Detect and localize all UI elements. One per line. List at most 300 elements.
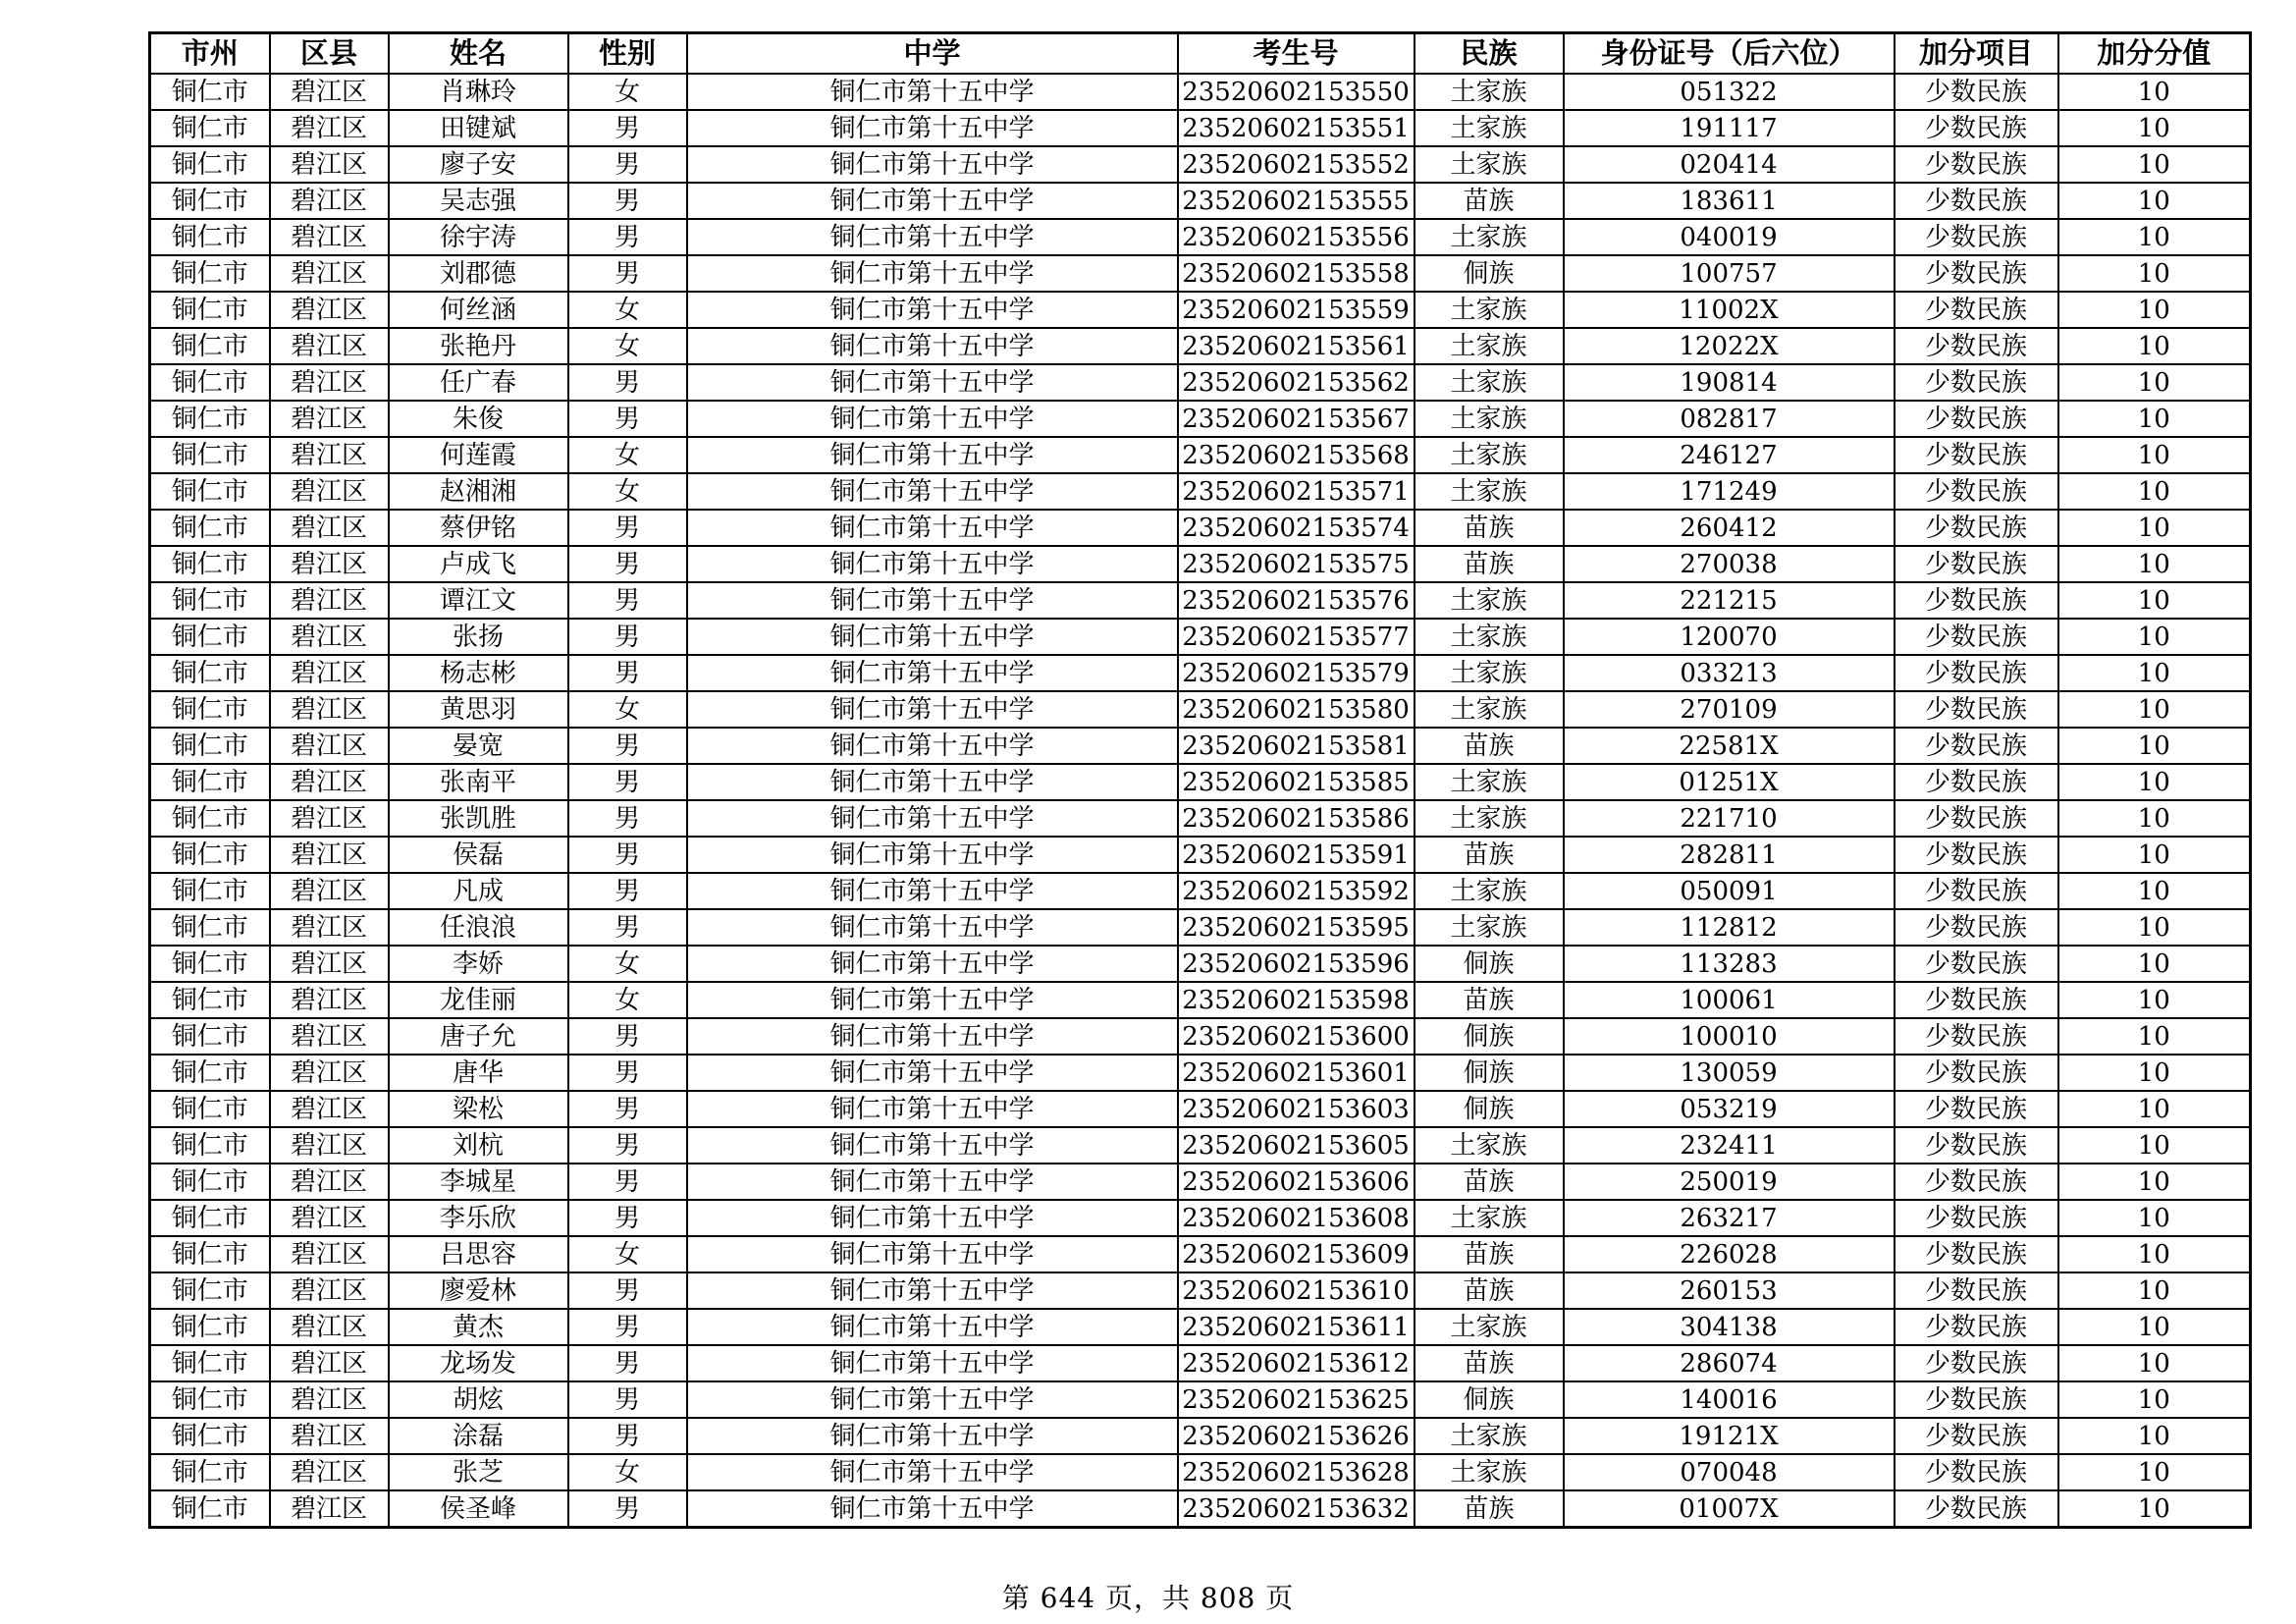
table-row	[150, 909, 2251, 946]
name-cell: 龙佳丽	[389, 982, 568, 1018]
exam-number-cell: 23520602153628	[1178, 1454, 1415, 1490]
exam-number-cell: 23520602153561	[1178, 328, 1415, 364]
table-row	[150, 1164, 2251, 1200]
bonus-value-cell: 10	[2058, 1272, 2251, 1309]
name-cell: 任浪浪	[389, 909, 568, 946]
ethnicity-cell: 土家族	[1415, 873, 1564, 909]
exam-number-cell: 23520602153595	[1178, 909, 1415, 946]
ethnicity-cell: 土家族	[1415, 1418, 1564, 1454]
school-cell: 铜仁市第十五中学	[687, 255, 1178, 292]
district-cell: 碧江区	[270, 183, 389, 219]
name-cell: 唐华	[389, 1055, 568, 1091]
gender-cell: 男	[568, 1345, 687, 1381]
table-row	[150, 255, 2251, 292]
name-cell: 黄思羽	[389, 691, 568, 728]
bonus-value-cell: 10	[2058, 1490, 2251, 1528]
bonus-value-cell: 10	[2058, 1018, 2251, 1055]
id-last-six-cell: 282811	[1564, 837, 1895, 873]
gender-cell: 男	[568, 1418, 687, 1454]
city-cell: 铜仁市	[150, 1490, 270, 1528]
bonus-value-cell: 10	[2058, 1418, 2251, 1454]
exam-number-cell: 23520602153552	[1178, 146, 1415, 183]
district-cell: 碧江区	[270, 401, 389, 437]
exam-number-cell: 23520602153581	[1178, 728, 1415, 764]
city-cell: 铜仁市	[150, 401, 270, 437]
name-cell: 李城星	[389, 1164, 568, 1200]
ethnicity-cell: 土家族	[1415, 909, 1564, 946]
city-cell: 铜仁市	[150, 110, 270, 146]
exam-number-cell: 23520602153608	[1178, 1200, 1415, 1236]
ethnicity-cell: 苗族	[1415, 728, 1564, 764]
bonus-value-cell: 10	[2058, 219, 2251, 255]
bonus-value-cell: 10	[2058, 401, 2251, 437]
exam-number-cell: 23520602153609	[1178, 1236, 1415, 1272]
school-cell: 铜仁市第十五中学	[687, 655, 1178, 691]
id-last-six-cell: 246127	[1564, 437, 1895, 473]
bonus-value-cell: 10	[2058, 183, 2251, 219]
id-last-six-cell: 22581X	[1564, 728, 1895, 764]
district-cell: 碧江区	[270, 546, 389, 582]
table-row	[150, 764, 2251, 800]
id-last-six-cell: 270109	[1564, 691, 1895, 728]
table-row	[150, 219, 2251, 255]
gender-cell: 男	[568, 146, 687, 183]
ethnicity-cell: 土家族	[1415, 619, 1564, 655]
name-cell: 唐子允	[389, 1018, 568, 1055]
gender-cell: 男	[568, 546, 687, 582]
bonus-points-table	[148, 31, 2252, 1529]
table-row	[150, 691, 2251, 728]
ethnicity-cell: 侗族	[1415, 255, 1564, 292]
ethnicity-cell: 土家族	[1415, 800, 1564, 837]
gender-cell: 男	[568, 401, 687, 437]
ethnicity-cell: 苗族	[1415, 183, 1564, 219]
table-row	[150, 1091, 2251, 1127]
gender-cell: 男	[568, 1490, 687, 1528]
exam-number-cell: 23520602153610	[1178, 1272, 1415, 1309]
bonus-value-cell: 10	[2058, 364, 2251, 401]
district-cell: 碧江区	[270, 873, 389, 909]
id-last-six-cell: 040019	[1564, 219, 1895, 255]
id-last-six-cell: 01251X	[1564, 764, 1895, 800]
district-cell: 碧江区	[270, 473, 389, 510]
name-cell: 晏宽	[389, 728, 568, 764]
city-cell: 铜仁市	[150, 183, 270, 219]
table-row	[150, 1055, 2251, 1091]
ethnicity-cell: 土家族	[1415, 219, 1564, 255]
id-last-six-cell: 260153	[1564, 1272, 1895, 1309]
name-cell: 李娇	[389, 946, 568, 982]
bonus-item-cell: 少数民族	[1895, 1091, 2058, 1127]
id-last-six-cell: 050091	[1564, 873, 1895, 909]
bonus-value-cell: 10	[2058, 437, 2251, 473]
school-cell: 铜仁市第十五中学	[687, 1200, 1178, 1236]
bonus-item-cell: 少数民族	[1895, 691, 2058, 728]
bonus-item-cell: 少数民族	[1895, 800, 2058, 837]
city-cell: 铜仁市	[150, 764, 270, 800]
bonus-item-cell: 少数民族	[1895, 1272, 2058, 1309]
name-cell: 卢成飞	[389, 546, 568, 582]
bonus-value-cell: 10	[2058, 619, 2251, 655]
id-last-six-cell: 020414	[1564, 146, 1895, 183]
exam-number-cell: 23520602153555	[1178, 183, 1415, 219]
name-cell: 何丝涵	[389, 292, 568, 328]
table-row	[150, 873, 2251, 909]
table-row	[150, 837, 2251, 873]
id-last-six-cell: 070048	[1564, 1454, 1895, 1490]
school-cell: 铜仁市第十五中学	[687, 1091, 1178, 1127]
name-cell: 何莲霞	[389, 437, 568, 473]
bonus-value-cell: 10	[2058, 982, 2251, 1018]
bonus-value-cell: 10	[2058, 473, 2251, 510]
school-cell: 铜仁市第十五中学	[687, 110, 1178, 146]
column-header-bonus-item: 加分项目	[1895, 33, 2058, 75]
ethnicity-cell: 土家族	[1415, 74, 1564, 110]
name-cell: 侯圣峰	[389, 1490, 568, 1528]
table-row	[150, 728, 2251, 764]
bonus-value-cell: 10	[2058, 255, 2251, 292]
page-number: 第 644 页，共 808 页	[1001, 1582, 1295, 1614]
gender-cell: 女	[568, 691, 687, 728]
exam-number-cell: 23520602153591	[1178, 837, 1415, 873]
district-cell: 碧江区	[270, 1381, 389, 1418]
district-cell: 碧江区	[270, 74, 389, 110]
gender-cell: 男	[568, 364, 687, 401]
name-cell: 朱俊	[389, 401, 568, 437]
name-cell: 廖爱林	[389, 1272, 568, 1309]
city-cell: 铜仁市	[150, 1091, 270, 1127]
school-cell: 铜仁市第十五中学	[687, 1127, 1178, 1164]
bonus-item-cell: 少数民族	[1895, 219, 2058, 255]
district-cell: 碧江区	[270, 364, 389, 401]
ethnicity-cell: 苗族	[1415, 546, 1564, 582]
id-last-six-cell: 01007X	[1564, 1490, 1895, 1528]
school-cell: 铜仁市第十五中学	[687, 183, 1178, 219]
bonus-value-cell: 10	[2058, 1345, 2251, 1381]
district-cell: 碧江区	[270, 1091, 389, 1127]
column-header-exam-number: 考生号	[1178, 33, 1415, 75]
exam-number-cell: 23520602153567	[1178, 401, 1415, 437]
city-cell: 铜仁市	[150, 982, 270, 1018]
bonus-item-cell: 少数民族	[1895, 582, 2058, 619]
district-cell: 碧江区	[270, 982, 389, 1018]
id-last-six-cell: 183611	[1564, 183, 1895, 219]
ethnicity-cell: 土家族	[1415, 582, 1564, 619]
bonus-item-cell: 少数民族	[1895, 1127, 2058, 1164]
city-cell: 铜仁市	[150, 691, 270, 728]
bonus-value-cell: 10	[2058, 800, 2251, 837]
ethnicity-cell: 侗族	[1415, 1381, 1564, 1418]
name-cell: 蔡伊铭	[389, 510, 568, 546]
bonus-value-cell: 10	[2058, 110, 2251, 146]
gender-cell: 男	[568, 1200, 687, 1236]
school-cell: 铜仁市第十五中学	[687, 728, 1178, 764]
table-row	[150, 582, 2251, 619]
ethnicity-cell: 土家族	[1415, 1127, 1564, 1164]
ethnicity-cell: 苗族	[1415, 1345, 1564, 1381]
exam-number-cell: 23520602153603	[1178, 1091, 1415, 1127]
bonus-value-cell: 10	[2058, 1055, 2251, 1091]
school-cell: 铜仁市第十五中学	[687, 1055, 1178, 1091]
bonus-value-cell: 10	[2058, 1091, 2251, 1127]
ethnicity-cell: 土家族	[1415, 473, 1564, 510]
school-cell: 铜仁市第十五中学	[687, 1309, 1178, 1345]
table-row	[150, 1127, 2251, 1164]
name-cell: 李乐欣	[389, 1200, 568, 1236]
id-last-six-cell: 113283	[1564, 946, 1895, 982]
district-cell: 碧江区	[270, 110, 389, 146]
district-cell: 碧江区	[270, 437, 389, 473]
district-cell: 碧江区	[270, 1418, 389, 1454]
name-cell: 徐宇涛	[389, 219, 568, 255]
bonus-item-cell: 少数民族	[1895, 74, 2058, 110]
bonus-item-cell: 少数民族	[1895, 437, 2058, 473]
gender-cell: 女	[568, 74, 687, 110]
name-cell: 凡成	[389, 873, 568, 909]
gender-cell: 男	[568, 619, 687, 655]
column-header-bonus-value: 加分分值	[2058, 33, 2251, 75]
id-last-six-cell: 263217	[1564, 1200, 1895, 1236]
table-row	[150, 1018, 2251, 1055]
school-cell: 铜仁市第十五中学	[687, 946, 1178, 982]
table-row	[150, 183, 2251, 219]
district-cell: 碧江区	[270, 1272, 389, 1309]
bonus-value-cell: 10	[2058, 1200, 2251, 1236]
city-cell: 铜仁市	[150, 1164, 270, 1200]
table-row	[150, 473, 2251, 510]
exam-number-cell: 23520602153585	[1178, 764, 1415, 800]
district-cell: 碧江区	[270, 837, 389, 873]
bonus-item-cell: 少数民族	[1895, 328, 2058, 364]
school-cell: 铜仁市第十五中学	[687, 74, 1178, 110]
gender-cell: 男	[568, 510, 687, 546]
table-row	[150, 1272, 2251, 1309]
gender-cell: 男	[568, 909, 687, 946]
city-cell: 铜仁市	[150, 909, 270, 946]
gender-cell: 男	[568, 1091, 687, 1127]
bonus-item-cell: 少数民族	[1895, 1018, 2058, 1055]
school-cell: 铜仁市第十五中学	[687, 837, 1178, 873]
table-header-row	[150, 33, 2251, 75]
name-cell: 梁松	[389, 1091, 568, 1127]
city-cell: 铜仁市	[150, 510, 270, 546]
bonus-item-cell: 少数民族	[1895, 619, 2058, 655]
bonus-item-cell: 少数民族	[1895, 728, 2058, 764]
name-cell: 吕思容	[389, 1236, 568, 1272]
school-cell: 铜仁市第十五中学	[687, 401, 1178, 437]
name-cell: 黄杰	[389, 1309, 568, 1345]
exam-number-cell: 23520602153568	[1178, 437, 1415, 473]
bonus-value-cell: 10	[2058, 1309, 2251, 1345]
bonus-value-cell: 10	[2058, 1127, 2251, 1164]
ethnicity-cell: 苗族	[1415, 1236, 1564, 1272]
id-last-six-cell: 053219	[1564, 1091, 1895, 1127]
name-cell: 田键斌	[389, 110, 568, 146]
district-cell: 碧江区	[270, 1454, 389, 1490]
bonus-item-cell: 少数民族	[1895, 655, 2058, 691]
bonus-value-cell: 10	[2058, 292, 2251, 328]
school-cell: 铜仁市第十五中学	[687, 364, 1178, 401]
ethnicity-cell: 苗族	[1415, 1164, 1564, 1200]
city-cell: 铜仁市	[150, 1018, 270, 1055]
district-cell: 碧江区	[270, 255, 389, 292]
district-cell: 碧江区	[270, 1055, 389, 1091]
city-cell: 铜仁市	[150, 546, 270, 582]
bonus-item-cell: 少数民族	[1895, 292, 2058, 328]
city-cell: 铜仁市	[150, 364, 270, 401]
table-row	[150, 510, 2251, 546]
bonus-value-cell: 10	[2058, 328, 2251, 364]
district-cell: 碧江区	[270, 328, 389, 364]
id-last-six-cell: 226028	[1564, 1236, 1895, 1272]
table-row	[150, 946, 2251, 982]
exam-number-cell: 23520602153558	[1178, 255, 1415, 292]
bonus-value-cell: 10	[2058, 1381, 2251, 1418]
exam-number-cell: 23520602153577	[1178, 619, 1415, 655]
bonus-item-cell: 少数民族	[1895, 1236, 2058, 1272]
gender-cell: 男	[568, 1272, 687, 1309]
exam-number-cell: 23520602153575	[1178, 546, 1415, 582]
bonus-value-cell: 10	[2058, 728, 2251, 764]
city-cell: 铜仁市	[150, 1200, 270, 1236]
name-cell: 杨志彬	[389, 655, 568, 691]
bonus-value-cell: 10	[2058, 764, 2251, 800]
ethnicity-cell: 侗族	[1415, 1018, 1564, 1055]
city-cell: 铜仁市	[150, 1236, 270, 1272]
gender-cell: 男	[568, 219, 687, 255]
bonus-value-cell: 10	[2058, 1454, 2251, 1490]
district-cell: 碧江区	[270, 1236, 389, 1272]
city-cell: 铜仁市	[150, 1272, 270, 1309]
column-header-city: 市州	[150, 33, 270, 75]
city-cell: 铜仁市	[150, 437, 270, 473]
district-cell: 碧江区	[270, 655, 389, 691]
gender-cell: 男	[568, 800, 687, 837]
gender-cell: 男	[568, 1164, 687, 1200]
city-cell: 铜仁市	[150, 473, 270, 510]
table-row	[150, 74, 2251, 110]
exam-number-cell: 23520602153611	[1178, 1309, 1415, 1345]
id-last-six-cell: 12022X	[1564, 328, 1895, 364]
city-cell: 铜仁市	[150, 1309, 270, 1345]
exam-number-cell: 23520602153580	[1178, 691, 1415, 728]
district-cell: 碧江区	[270, 691, 389, 728]
table-row	[150, 800, 2251, 837]
exam-number-cell: 23520602153574	[1178, 510, 1415, 546]
city-cell: 铜仁市	[150, 619, 270, 655]
ethnicity-cell: 土家族	[1415, 401, 1564, 437]
bonus-item-cell: 少数民族	[1895, 146, 2058, 183]
ethnicity-cell: 苗族	[1415, 1272, 1564, 1309]
school-cell: 铜仁市第十五中学	[687, 691, 1178, 728]
school-cell: 铜仁市第十五中学	[687, 1272, 1178, 1309]
school-cell: 铜仁市第十五中学	[687, 873, 1178, 909]
table-row	[150, 1454, 2251, 1490]
table-row	[150, 364, 2251, 401]
bonus-item-cell: 少数民族	[1895, 401, 2058, 437]
exam-number-cell: 23520602153601	[1178, 1055, 1415, 1091]
ethnicity-cell: 土家族	[1415, 364, 1564, 401]
gender-cell: 男	[568, 1018, 687, 1055]
school-cell: 铜仁市第十五中学	[687, 982, 1178, 1018]
district-cell: 碧江区	[270, 909, 389, 946]
gender-cell: 女	[568, 292, 687, 328]
school-cell: 铜仁市第十五中学	[687, 546, 1178, 582]
id-last-six-cell: 191117	[1564, 110, 1895, 146]
district-cell: 碧江区	[270, 946, 389, 982]
school-cell: 铜仁市第十五中学	[687, 909, 1178, 946]
id-last-six-cell: 250019	[1564, 1164, 1895, 1200]
bonus-value-cell: 10	[2058, 146, 2251, 183]
id-last-six-cell: 120070	[1564, 619, 1895, 655]
city-cell: 铜仁市	[150, 946, 270, 982]
table-row	[150, 1200, 2251, 1236]
bonus-value-cell: 10	[2058, 1236, 2251, 1272]
bonus-item-cell: 少数民族	[1895, 1418, 2058, 1454]
id-last-six-cell: 11002X	[1564, 292, 1895, 328]
bonus-item-cell: 少数民族	[1895, 1381, 2058, 1418]
gender-cell: 女	[568, 982, 687, 1018]
id-last-six-cell: 221710	[1564, 800, 1895, 837]
exam-number-cell: 23520602153612	[1178, 1345, 1415, 1381]
table-row	[150, 619, 2251, 655]
id-last-six-cell: 112812	[1564, 909, 1895, 946]
city-cell: 铜仁市	[150, 255, 270, 292]
district-cell: 碧江区	[270, 800, 389, 837]
city-cell: 铜仁市	[150, 1345, 270, 1381]
exam-number-cell: 23520602153562	[1178, 364, 1415, 401]
district-cell: 碧江区	[270, 292, 389, 328]
gender-cell: 男	[568, 1309, 687, 1345]
ethnicity-cell: 土家族	[1415, 437, 1564, 473]
gender-cell: 男	[568, 582, 687, 619]
name-cell: 谭江文	[389, 582, 568, 619]
id-last-six-cell: 270038	[1564, 546, 1895, 582]
city-cell: 铜仁市	[150, 1127, 270, 1164]
name-cell: 任广春	[389, 364, 568, 401]
city-cell: 铜仁市	[150, 873, 270, 909]
district-cell: 碧江区	[270, 1018, 389, 1055]
table-body	[150, 74, 2251, 1528]
school-cell: 铜仁市第十五中学	[687, 219, 1178, 255]
column-header-gender: 性别	[568, 33, 687, 75]
name-cell: 廖子安	[389, 146, 568, 183]
bonus-value-cell: 10	[2058, 909, 2251, 946]
bonus-value-cell: 10	[2058, 510, 2251, 546]
school-cell: 铜仁市第十五中学	[687, 1418, 1178, 1454]
city-cell: 铜仁市	[150, 146, 270, 183]
gender-cell: 男	[568, 837, 687, 873]
bonus-item-cell: 少数民族	[1895, 1490, 2058, 1528]
city-cell: 铜仁市	[150, 219, 270, 255]
city-cell: 铜仁市	[150, 800, 270, 837]
column-header-name: 姓名	[389, 33, 568, 75]
name-cell: 张南平	[389, 764, 568, 800]
ethnicity-cell: 苗族	[1415, 1490, 1564, 1528]
ethnicity-cell: 土家族	[1415, 1309, 1564, 1345]
district-cell: 碧江区	[270, 1127, 389, 1164]
bonus-item-cell: 少数民族	[1895, 510, 2058, 546]
ethnicity-cell: 土家族	[1415, 691, 1564, 728]
school-cell: 铜仁市第十五中学	[687, 437, 1178, 473]
bonus-item-cell: 少数民族	[1895, 1345, 2058, 1381]
school-cell: 铜仁市第十五中学	[687, 473, 1178, 510]
district-cell: 碧江区	[270, 1164, 389, 1200]
city-cell: 铜仁市	[150, 292, 270, 328]
table-row	[150, 1345, 2251, 1381]
table-row	[150, 1236, 2251, 1272]
table-row	[150, 546, 2251, 582]
